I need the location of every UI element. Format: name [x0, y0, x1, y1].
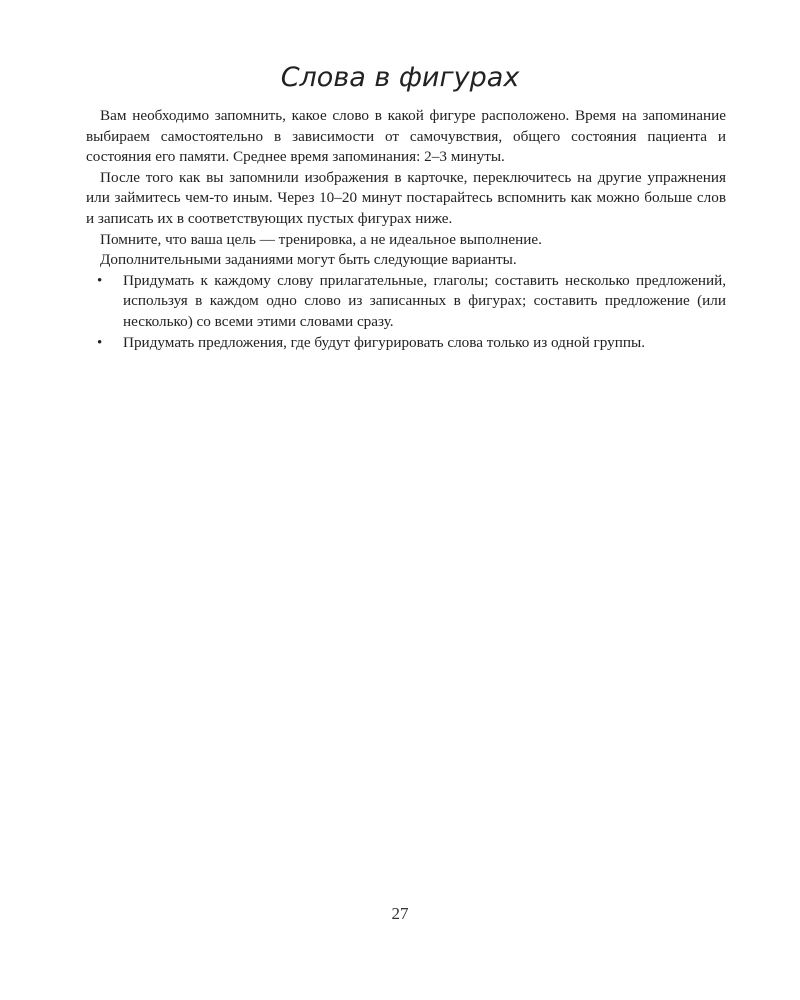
page-number: 27: [391, 904, 409, 923]
list-item-text: Придумать к каждому слову прилагательные, глаголы; составить несколько предложений, используя в каждом одно слово из записанных в фигурах; составить предложение (или несколько) со всеми этими словами сразу.: [123, 271, 726, 330]
list-item: [86, 271, 726, 333]
page-title: Слова в фигурах: [280, 62, 520, 93]
additional-tasks-list: [86, 271, 726, 353]
paragraph-goal: Помните, что ваша цель — тренировка, а не идеальное выполнение.: [100, 230, 542, 248]
body-text: [86, 106, 726, 353]
paragraph-additional-tasks: Дополнительными заданиями могут быть следующие варианты.: [100, 251, 517, 269]
paragraph-recall: После того как вы запомнили изображения в карточке, переключитесь на другие упражнения или займитесь чем-то иным. Через 10–20 минут постарайтесь вспомнить как можно больше слов и записать их в соответствующих пустых фигурах ниже.: [86, 168, 726, 227]
paragraph-instructions: Вам необходимо запомнить, какое слово в какой фигуре расположено. Время на запоминание выбираем самостоятельно в зависимости от самочувствия, общего состояния пациента и состояния его памяти. Среднее время запоминания: 2–3 минуты.: [86, 107, 726, 166]
bullet-icon: •: [97, 272, 103, 289]
list-item-text: Придумать предложения, где будут фигурировать слова только из одной группы.: [123, 333, 646, 351]
list-item: [86, 333, 726, 354]
bullet-icon: •: [97, 334, 103, 351]
